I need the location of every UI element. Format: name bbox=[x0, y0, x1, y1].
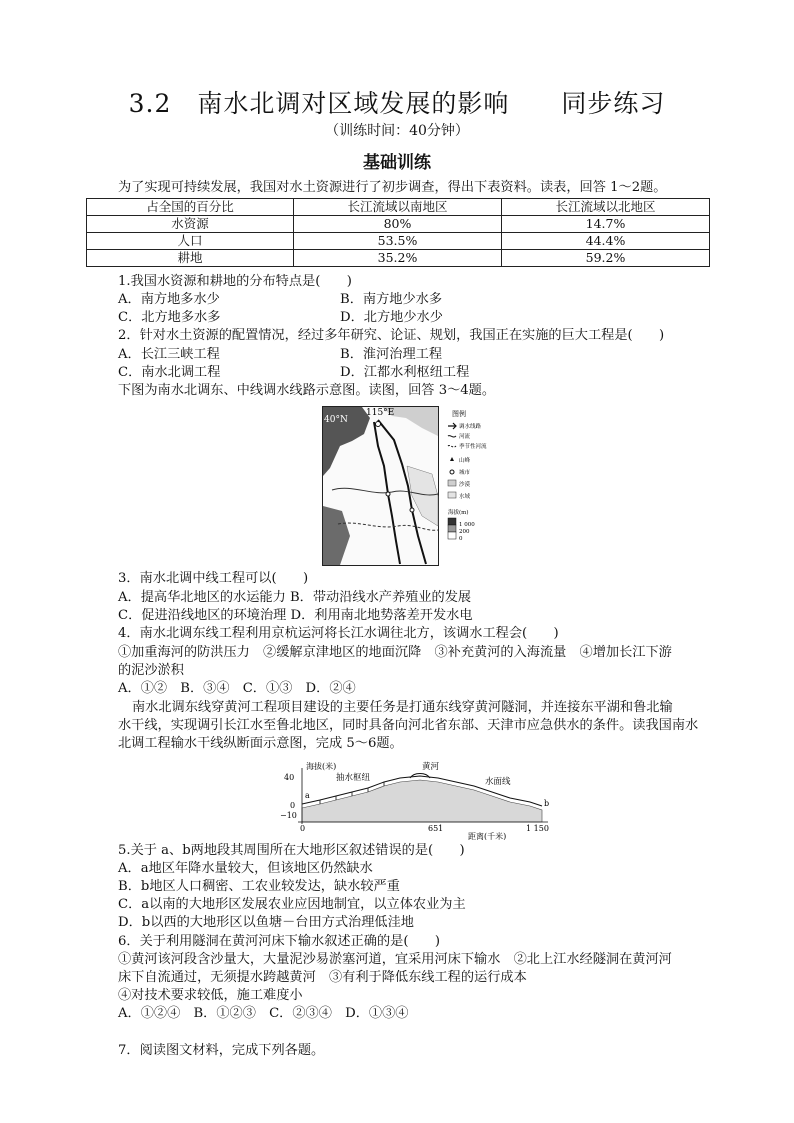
table-header-cell: 长江流域以北地区 bbox=[502, 199, 710, 216]
river-legend-icon bbox=[448, 436, 456, 437]
elev-legend-high bbox=[448, 518, 456, 525]
table-cell: 35.2% bbox=[294, 250, 502, 267]
water-legend-icon bbox=[448, 492, 456, 498]
table-header-row bbox=[87, 199, 710, 216]
x-tick: 1 150 bbox=[526, 824, 549, 833]
q2-option-a: A．长江三峡工程 bbox=[118, 347, 220, 362]
q1-option-c: C．北方地多水多 bbox=[118, 310, 221, 325]
legend-item: 河流 bbox=[459, 434, 471, 440]
q4-statements-1: ①加重海河的防洪压力 ②缓解京津地区的地面沉降 ③补充黄河的入海流量 ④增加长江下游 bbox=[118, 645, 672, 660]
q1-option-b: B．南方地少水多 bbox=[340, 292, 443, 307]
table-row bbox=[87, 233, 710, 250]
table-row bbox=[87, 216, 710, 233]
q6-stem: 6．关于利用隧洞在黄河河床下输水叙述正确的是( ) bbox=[118, 934, 440, 949]
data-table bbox=[86, 198, 710, 267]
page-title: 3.2 南水北调对区域发展的影响 同步练习 bbox=[128, 89, 666, 118]
city-marker bbox=[386, 492, 390, 496]
y-tick: 0 bbox=[290, 801, 296, 810]
q1-option-d: D．北方地少水少 bbox=[340, 310, 443, 325]
table-cell: 44.4% bbox=[502, 233, 710, 250]
intro-text: 为了实现可持续发展，我国对水土资源进行了初步调查，得出下表资料。读表，回答 1～2题。 bbox=[118, 180, 667, 195]
q5-option-d: D．b以西的大地形区以鱼塘－台田方式治理低洼地 bbox=[118, 915, 414, 930]
elevation-title: 海拔(m) bbox=[448, 510, 469, 516]
q2-option-c: C．南水北调工程 bbox=[118, 365, 221, 380]
passage-line-3: 北调工程输水干线纵断面示意图，完成 5～6题。 bbox=[118, 736, 403, 751]
table-cell: 人口 bbox=[87, 233, 294, 250]
y-tick: −10 bbox=[280, 811, 297, 820]
route-legend-icon bbox=[448, 423, 456, 429]
passage-line-1: 南水北调东线穿黄河工程项目建设的主要任务是打通东线穿黄河隧洞，并连接东平湖和鲁北输 bbox=[132, 700, 673, 715]
q6-statements-3: ④对技术要求较低，施工难度小 bbox=[118, 988, 303, 1003]
q6-statements-2: 床下自流通过，无须提水跨越黄河 ③有利于降低东线工程的运行成本 bbox=[118, 970, 527, 985]
table-cell: 53.5% bbox=[294, 233, 502, 250]
map-intro: 下图为南水北调东、中线调水线路示意图。读图，回答 3～4题。 bbox=[118, 383, 496, 398]
q1-stem: 1.我国水资源和耕地的分布特点是( ) bbox=[118, 274, 352, 289]
q5-option-a: A．a地区年降水量较大，但该地区仍然缺水 bbox=[118, 861, 373, 876]
elev-level: 0 bbox=[459, 536, 463, 542]
q7-stem: 7．阅读图文材料，完成下列各题。 bbox=[118, 1043, 325, 1058]
peak-legend-icon bbox=[450, 457, 454, 461]
table-header-cell: 长江流域以南地区 bbox=[294, 199, 502, 216]
point-b-label: b bbox=[544, 799, 550, 808]
city-marker bbox=[410, 508, 414, 512]
x-axis-title: 距离(千米) bbox=[468, 832, 507, 840]
water-line-label: 水面线 bbox=[485, 777, 511, 787]
table-cell: 水资源 bbox=[87, 216, 294, 233]
table-cell: 59.2% bbox=[502, 250, 710, 267]
elev-level: 200 bbox=[459, 529, 470, 535]
lat-label: 40°N bbox=[324, 415, 348, 425]
legend-item: 水域 bbox=[459, 494, 471, 500]
table-cell: 耕地 bbox=[87, 250, 294, 267]
table-header-cell: 占全国的百分比 bbox=[87, 199, 294, 216]
canal-profile-diagram bbox=[280, 760, 560, 840]
q6-statements-1: ①黄河该河段含沙量大，大量泥沙易淤塞河道，宜采用河床下输水 ②北上江水经隧洞在黄河河 bbox=[118, 952, 672, 967]
q4-stem: 4．南水北调东线工程利用京杭运河将长江水调往北方，该调水工程会( ) bbox=[118, 626, 559, 641]
q3-options-cd: C．促进沿线地区的环境治理 D．利用南北地势落差开发水电 bbox=[118, 608, 473, 623]
x-tick: 0 bbox=[300, 824, 306, 833]
q4-options: A．①② B．③④ C．①③ D．②④ bbox=[118, 681, 356, 696]
page-subtitle: （训练时间：40分钟） bbox=[325, 123, 469, 139]
city-legend-icon bbox=[450, 470, 454, 474]
pump-label: 抽水枢纽 bbox=[336, 773, 371, 783]
elev-level: 1 000 bbox=[459, 522, 475, 528]
q5-option-b: B．b地区人口稠密、工农业较发达，缺水较严重 bbox=[118, 879, 400, 894]
seasonal-river-legend-icon bbox=[448, 446, 456, 447]
y-axis-title: 海拔(米) bbox=[306, 762, 337, 771]
city-marker bbox=[376, 422, 381, 427]
x-tick: 651 bbox=[428, 824, 444, 833]
y-tick: 40 bbox=[284, 773, 295, 782]
point-a-label: a bbox=[305, 791, 310, 800]
table-cell: 80% bbox=[294, 216, 502, 233]
q5-stem: 5.关于 a、b两地段其周围所在大地形区叙述错误的是( ) bbox=[118, 843, 465, 858]
table-row bbox=[87, 250, 710, 267]
yellow-river-label: 黄河 bbox=[422, 762, 440, 772]
q3-stem: 3．南水北调中线工程可以( ) bbox=[118, 571, 309, 586]
lon-label: 115°E bbox=[366, 408, 395, 418]
legend-item: 季节性河流 bbox=[459, 444, 487, 450]
q2-option-b: B．淮河治理工程 bbox=[340, 347, 443, 362]
q5-option-c: C．a以南的大地形区发展农业应因地制宜，以立体农业为主 bbox=[118, 897, 466, 912]
q4-statements-2: 的泥沙淤积 bbox=[118, 663, 184, 678]
legend-item: 调水线路 bbox=[459, 424, 482, 430]
passage-line-2: 水干线，实现调引长江水至鲁北地区，同时具备向河北省东部、天津市应急供水的条件。读我国南水 bbox=[118, 718, 699, 733]
table-cell: 14.7% bbox=[502, 216, 710, 233]
elev-legend-mid bbox=[448, 525, 456, 532]
legend-title: 图例 bbox=[452, 410, 466, 418]
water-diversion-map bbox=[322, 406, 490, 566]
legend-item: 山峰 bbox=[459, 458, 471, 464]
legend-item: 沙漠 bbox=[459, 482, 471, 488]
q6-options: A．①②④ B．①②③ C．②③④ D．①③④ bbox=[118, 1006, 409, 1021]
desert-legend-icon bbox=[448, 480, 456, 486]
legend-item: 城市 bbox=[459, 470, 471, 476]
q2-option-d: D．江都水利枢纽工程 bbox=[340, 365, 470, 380]
section-heading: 基础训练 bbox=[363, 153, 431, 173]
elev-legend-low bbox=[448, 532, 456, 539]
q3-options-ab: A．提高华北地区的水运能力 B．带动沿线水产养殖业的发展 bbox=[118, 590, 472, 605]
q1-option-a: A．南方地多水少 bbox=[118, 292, 220, 307]
q2-stem: 2．针对水土资源的配置情况，经过多年研究、论证、规划，我国正在实施的巨大工程是( ) bbox=[118, 328, 665, 343]
